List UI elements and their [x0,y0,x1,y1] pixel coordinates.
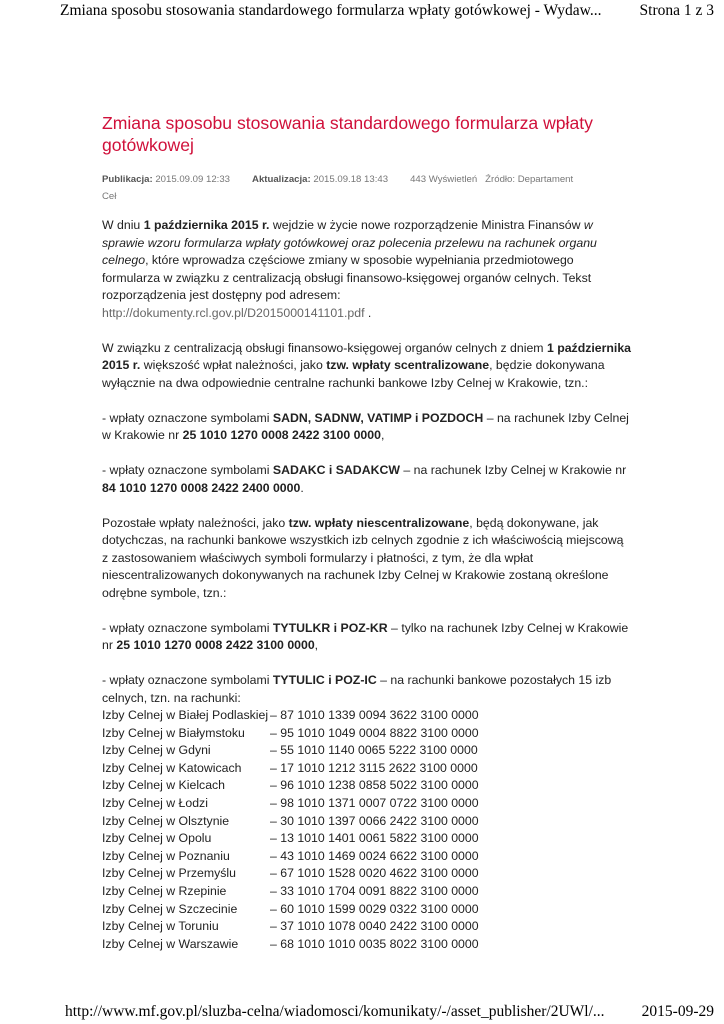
text: większość wpłat należności, jako [140,358,327,372]
text: , [314,638,319,652]
paragraph-symbols-tytulic [102,672,632,707]
print-header-page-number: Strona 1 z 3 [639,2,714,19]
account-number: – 67 1010 1528 0020 4622 3100 0000 [270,866,479,881]
customs-office-name: Izby Celnej w Przemyślu [102,866,236,881]
account-number: – 68 1010 1010 0035 8022 3100 0000 [270,936,479,951]
term-bold: tzw. wpłaty niescentralizowane [288,515,470,530]
text: W dniu [102,218,144,232]
term-bold: tzw. wpłaty scentralizowane [326,358,490,372]
customs-office-name: Izby Celnej w Rzepinie [102,883,227,898]
article-title: Zmiana sposobu stosowania standardowego formularza wpłaty gotówkowej [102,113,593,155]
text: , będą dokonywane, jak dotychczas, na rachunki bankowe wszystkich izb celnych zgodnie z ich właściwością miejscową z zastosowaniem właściwych symboli formularzy i płatności, z tym, że dla wpłat niescentralizowanych dokonywanych na rachunek Izby Celnej w Krakowie zostaną określone odrębne symbole, tzn.: [102,515,624,600]
account-number: – 33 1010 1704 0091 8822 3100 0000 [270,883,479,898]
text: - wpłaty oznaczone symbolami [102,620,273,635]
text: – tylko na rachunek Izby Celnej w Krakowie nr [102,620,629,652]
accounts-table [102,707,479,953]
article-meta [102,171,632,205]
account-number: 25 1010 1270 0008 2422 3100 0000 [182,428,381,442]
text: - wpłaty oznaczone symbolami [102,673,273,687]
table-row [102,936,479,954]
table-row [102,760,479,778]
account-number: – 95 1010 1049 0004 8822 3100 0000 [270,725,479,740]
text: - wpłaty oznaczone symbolami [102,410,273,425]
table-row [102,795,479,813]
text: – na rachunek Izby Celnej w Krakowie nr [102,410,629,442]
customs-office-name: Izby Celnej w Szczecinie [102,901,238,916]
symbols-bold: TYTULIC i POZ-IC [272,673,377,687]
account-number: – 55 1010 1140 0065 5222 3100 0000 [270,743,478,758]
customs-office-name: Izby Celnej w Katowicach [102,760,242,775]
customs-office-name: Izby Celnej w Opolu [102,831,212,846]
source-label: Źródło: [485,174,516,185]
text: - wpłaty oznaczone symbolami [102,463,273,477]
table-row [102,813,479,831]
account-number: – 60 1010 1599 0029 0322 3100 0000 [270,901,479,916]
updated-label: Aktualizacja: [252,174,311,185]
text: . [300,480,304,495]
text: Pozostałe wpłaty należności, jako [102,515,289,530]
print-footer-url: http://www.mf.gov.pl/sluzba-celna/wiadomosci/komunikaty/-/asset_publisher/2UWl/... [65,1003,605,1020]
symbols-bold: SADN, SADNW, VATIMP i POZDOCH [272,410,484,425]
account-number: 25 1010 1270 0008 2422 3100 0000 [116,638,315,652]
account-number: – 98 1010 1371 0007 0722 3100 0000 [270,795,479,810]
paragraph-symbols-tytulkr [102,620,632,655]
symbols-bold: SADAKC i SADAKCW [272,463,400,477]
paragraph-decentralized [102,515,632,603]
article [102,112,632,953]
table-row [102,742,479,760]
customs-office-name: Izby Celnej w Łodzi [102,795,208,810]
view-count: 443 Wyświetleń [410,174,478,185]
customs-office-name: Izby Celnej w Warszawie [102,936,239,951]
customs-office-name: Izby Celnej w Olsztynie [102,813,230,828]
regulation-link[interactable]: http://dokumenty.rcl.gov.pl/D2015000141101.pdf [102,305,365,320]
account-number: – 17 1010 1212 3115 2622 3100 0000 [270,760,478,775]
source-value-continued: Ceł [102,191,117,202]
date-bold: 1 października 2015 r. [102,340,632,372]
print-header [0,0,724,22]
table-row [102,848,479,866]
account-number: – 13 1010 1401 0061 5822 3100 0000 [270,831,479,846]
paragraph-centralization [102,340,632,393]
article-body [102,217,632,953]
account-number: 84 1010 1270 0008 2422 2400 0000 [102,480,301,495]
account-number: – 37 1010 1078 0040 2422 3100 0000 [270,919,479,934]
table-row [102,707,479,725]
text: W związku z centralizacją obsługi finansowo-księgowej organów celnych z dniem [102,340,547,355]
regulation-title: w sprawie wzoru formularza wpłaty gotówkowej oraz polecenia przelewu na rachunek organu celnego [102,218,597,267]
text: , [380,428,385,442]
customs-office-name: Izby Celnej w Toruniu [102,919,219,934]
text: – na rachunki bankowe pozostałych 15 izb celnych, tzn. na rachunki: [102,673,612,705]
text: , będzie dokonywana wyłącznie na dwa odpowiednie centralne rachunki bankowe Izby Celnej w Krakowie, tzn.: [102,358,605,390]
print-footer-date: 2015-09-29 [641,1003,714,1020]
account-number: – 43 1010 1469 0024 6622 3100 0000 [270,848,479,863]
paragraph-symbols-sadakc [102,462,632,497]
text: . [364,305,372,320]
source-value: Departament [517,174,574,185]
table-row [102,901,479,919]
text: – na rachunek Izby Celnej w Krakowie nr [399,463,627,477]
account-number: – 30 1010 1397 0066 2422 3100 0000 [270,813,479,828]
paragraph-intro [102,217,632,322]
customs-office-name: Izby Celnej w Gdyni [102,743,211,758]
table-row [102,883,479,901]
table-row [102,725,479,743]
table-row [102,777,479,795]
paragraph-symbols-sadn [102,410,632,445]
table-row [102,865,479,883]
date-bold: 1 października 2015 r. [143,218,270,232]
table-row [102,830,479,848]
account-number: – 96 1010 1238 0858 5022 3100 0000 [270,778,479,793]
symbols-bold: TYTULKR i POZ-KR [272,620,388,635]
print-footer [0,1001,724,1023]
published-date: 2015.09.09 12:33 [155,174,231,185]
customs-office-name: Izby Celnej w Poznaniu [102,848,230,863]
text: , które wprowadza częściowe zmiany w sposobie wypełniania przedmiotowego formularza w związku z centralizacją obsługi finansowo-księgowej organów celnych. Tekst rozporządzenia jest dostępny pod adresem: [102,253,592,302]
customs-office-name: Izby Celnej w Białymstoku [102,725,245,740]
published-label: Publikacja: [102,174,153,185]
customs-office-name: Izby Celnej w Białej Podlaskiej [102,708,269,722]
text: wejdzie w życie nowe rozporządzenie Ministra Finansów [269,218,584,232]
account-number: – 87 1010 1339 0094 3622 3100 0000 [270,708,479,722]
customs-office-name: Izby Celnej w Kielcach [102,778,226,793]
table-row [102,918,479,936]
print-header-title: Zmiana sposobu stosowania standardowego formularza wpłaty gotówkowej - Wydaw... [60,2,602,19]
updated-date: 2015.09.18 13:43 [313,174,389,185]
